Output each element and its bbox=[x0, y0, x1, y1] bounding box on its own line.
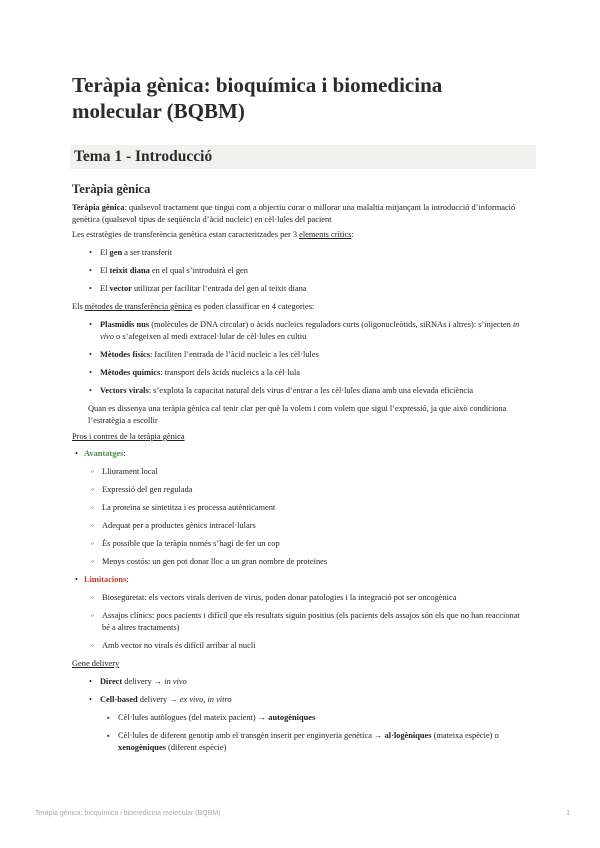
item-bold: Vectors virals bbox=[100, 386, 149, 395]
gene-delivery-heading-text: Gene delivery bbox=[72, 659, 120, 668]
list-item bbox=[118, 712, 528, 724]
list-item: ◦ Amb vector no virals és difícil arribar al nucli bbox=[102, 640, 528, 652]
document-title: Teràpia gènica: bioquímica i biomedicina molecular (BQBM) bbox=[72, 73, 443, 123]
subsection-heading: Teràpia gènica bbox=[72, 182, 151, 196]
list-item bbox=[100, 247, 528, 259]
direct-italic: in vivo bbox=[164, 677, 187, 686]
strategies-intro bbox=[72, 229, 528, 241]
cell-types-list bbox=[118, 712, 528, 754]
critical-elements-link: elements crítics bbox=[299, 230, 352, 239]
item-bold: Mètodes químics bbox=[100, 368, 161, 377]
xeno-bold: xenogèniques bbox=[118, 743, 166, 752]
limitacions-list bbox=[102, 592, 528, 652]
item-pre: El bbox=[100, 266, 110, 275]
methods-intro-end: es poden classificar en 4 categories: bbox=[192, 302, 315, 311]
list-item bbox=[100, 385, 528, 397]
pros-cons-list bbox=[84, 448, 528, 652]
strategies-intro-text: Les estratègies de transferència genètica estan caracteritzades per 3 bbox=[72, 230, 300, 239]
list-item: ◦ Bioseguretat: els vectors virals deriven de virus, poden donar patologies i la integració pot ser oncogènica bbox=[102, 592, 528, 604]
gene-delivery-list bbox=[100, 676, 528, 754]
cell-text: delivery → bbox=[137, 695, 180, 704]
autolog-text: Cèl·lules autòlogues (del mateix pacient) → bbox=[118, 713, 269, 722]
list-item: ◦ Menys costós: un gen pot donar lloc a un gran nombre de proteïnes bbox=[102, 556, 528, 568]
allo-mid: (mateixa espècie) o bbox=[431, 731, 499, 740]
limitacions-item: • Limitacions: ◦ Bioseguretat: els vectors virals deriven de virus, poden donar patologies i la integració pot ser oncogènica ◦ Assajos clínics: pocs pacients i difícil que els resultats siguin positius (els pacients dels assajos són els que no han reaccionat bé a altres tractaments) ◦ Amb vector no virals és difícil arribar al nucli bbox=[84, 574, 528, 652]
direct-bold: Direct bbox=[100, 677, 123, 686]
item-pre: El bbox=[100, 248, 110, 257]
item-post: a ser transferit bbox=[122, 248, 173, 257]
limitacions-label: Limitacions bbox=[84, 575, 127, 584]
avantatges-label: Avantatges bbox=[84, 449, 124, 458]
allo-bold: al·logèniques bbox=[384, 731, 432, 740]
cell-italic-2: in vitro bbox=[207, 695, 232, 704]
item-post: : transport dels àcids nucleics a la cèl·lula bbox=[160, 368, 301, 377]
list-item: ◦ Assajos clínics: pocs pacients i difícil que els resultats siguin positius (els pacients dels assajos són els que no han reaccionat bé a altres tractaments) bbox=[102, 610, 528, 634]
page-footer bbox=[35, 810, 570, 817]
methods-list bbox=[100, 319, 528, 397]
avantatges-list bbox=[102, 466, 528, 568]
xeno-end: (diferent espècie) bbox=[165, 743, 227, 752]
methods-intro-text: Els bbox=[72, 302, 85, 311]
definition-term: Teràpia gènica bbox=[72, 203, 125, 212]
autolog-bold: autogèniques bbox=[268, 713, 316, 722]
item-post: en el qual s’introduirà el gen bbox=[149, 266, 248, 275]
item-post: utilitzat per facilitar l’entrada del gen al teixit diana bbox=[131, 284, 307, 293]
item-pre: El bbox=[100, 284, 110, 293]
item-mid: o s’afegeixen al medi extracel·lular de cèl·lules en cultiu bbox=[113, 332, 307, 341]
cell-sep: , bbox=[203, 695, 208, 704]
list-item: ◦ És possible que la teràpia només s’hagi de fer un cop bbox=[102, 538, 528, 550]
cell-bold: Cell-based bbox=[100, 695, 138, 704]
footer-title: Teràpia gènica: bioquímica i biomedicina molecular (BQBM) bbox=[35, 810, 221, 817]
page-number: 1 bbox=[566, 810, 570, 817]
definition-paragraph bbox=[72, 202, 528, 226]
methods-note: Quan es dissenya una teràpia gènica cal tenir clar per què la volem i com volem que sigui l’expressió, ja que això condiciona l’estratègia a escollir bbox=[88, 404, 507, 425]
list-item bbox=[100, 265, 528, 277]
strategies-list bbox=[100, 247, 528, 295]
list-item bbox=[100, 319, 528, 343]
list-item: ◦ Expressió del gen regulada bbox=[102, 484, 528, 496]
item-post: (molècules de DNA circular) o àcids nucleics reguladors curts (oligonucleòtids, siRNAs i altres): s’injecten bbox=[149, 320, 513, 329]
avantatges-item: • Avantatges: ◦ Lliurament local ◦ Expressió del gen regulada ◦ La proteïna se sintetitza i es processa autènticament ◦ Adequat per a productes gènics intracel·lulars ◦ És possible que la teràpia només s’hagi de fer un cop ◦ Menys costós: un gen pot donar lloc a un gran nombre de proteïnes bbox=[84, 448, 528, 568]
list-item: ◦ La proteïna se sintetitza i es processa autènticament bbox=[102, 502, 528, 514]
methods-intro bbox=[72, 301, 528, 313]
pros-cons-heading bbox=[72, 431, 528, 443]
definition-text: : qualsevol tractament que tingui com a objectiu curar o millorar una malaltia mitjançant la introducció d’informació genètica (qualsevol tipus de seqüència d’àcid nucleic) en cèl·lules del pacient bbox=[72, 203, 516, 224]
list-item: ◦ Adequat per a productes gènics intracel·lulars bbox=[102, 520, 528, 532]
list-item bbox=[100, 349, 528, 361]
direct-text: delivery → bbox=[122, 677, 165, 686]
list-item bbox=[100, 367, 528, 379]
item-bold: Mètodes físics bbox=[100, 350, 151, 359]
document-page bbox=[72, 72, 528, 760]
direct-delivery-item bbox=[100, 676, 528, 688]
cell-italic-1: ex vivo bbox=[179, 695, 204, 704]
item-italic: in vivo bbox=[100, 320, 520, 341]
section-heading: Tema 1 - Introducció bbox=[70, 145, 536, 169]
list-item bbox=[100, 283, 528, 295]
item-post: : faciliten l’entrada de l’àcid nucleic a les cèl·lules bbox=[150, 350, 319, 359]
allo-text: Cèl·lules de diferent genotip amb el transgèn inserit per enginyeria genètica → bbox=[118, 731, 385, 740]
list-item: ◦ Lliurament local bbox=[102, 466, 528, 478]
item-post: : s’explota la capacitat natural dels virus d’entrar a les cèl·lules diana amb una elevada eficiència bbox=[148, 386, 474, 395]
item-bold: vector bbox=[109, 284, 132, 293]
item-bold: Plasmidis nus bbox=[100, 320, 150, 329]
strategies-intro-end: : bbox=[351, 230, 354, 239]
gene-delivery-heading bbox=[72, 658, 528, 670]
item-bold: gen bbox=[109, 248, 123, 257]
item-bold: teixit diana bbox=[109, 266, 150, 275]
pros-cons-heading-text: Pros i contres de la teràpia gènica bbox=[72, 432, 185, 441]
cell-based-item bbox=[100, 694, 528, 754]
list-item bbox=[118, 730, 528, 754]
methods-link: mètodes de transferència gènica bbox=[84, 302, 192, 311]
